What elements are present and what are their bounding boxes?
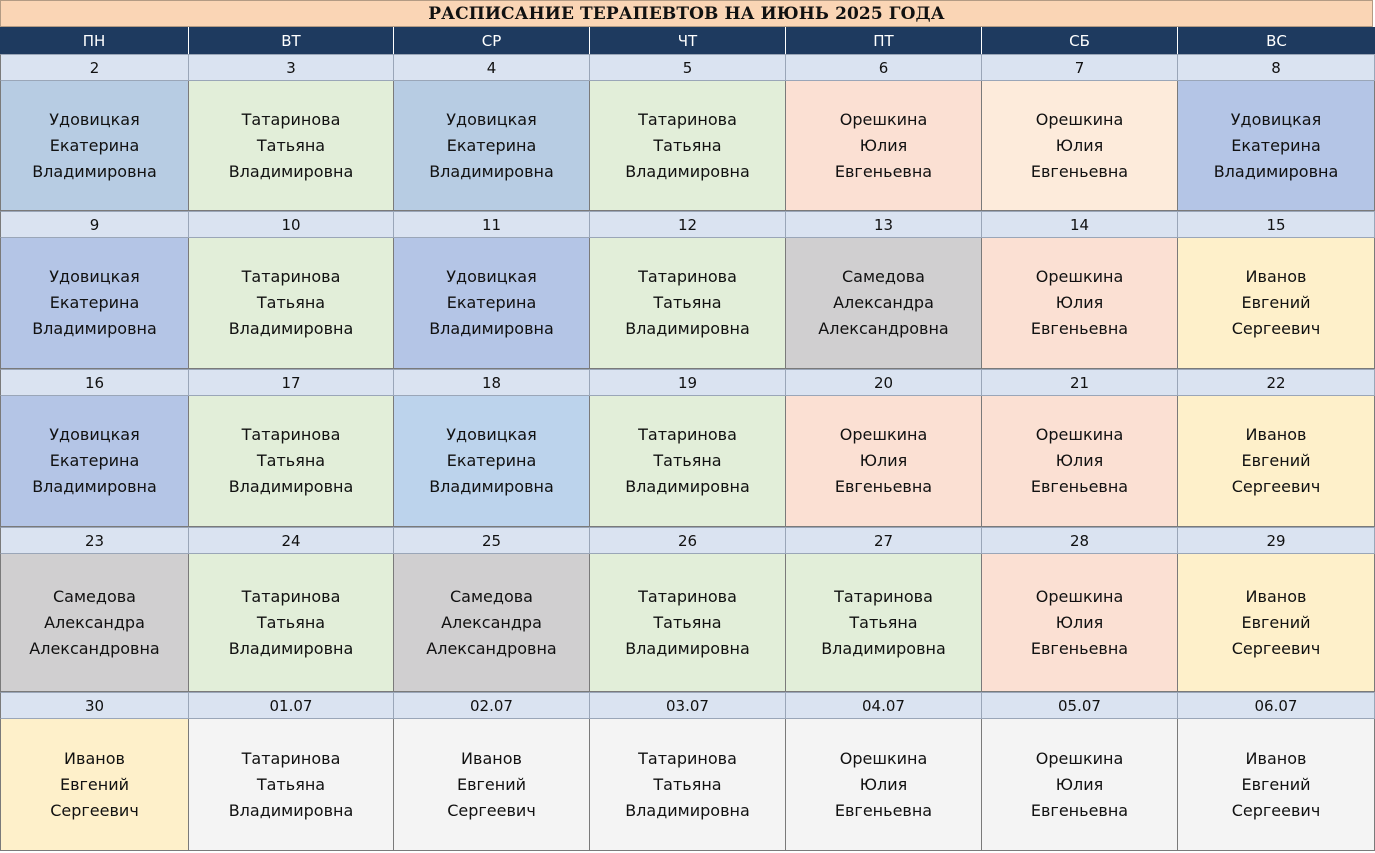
- therapist-patronymic: Владимировна: [1213, 161, 1339, 181]
- therapist-patronymic: Владимировна: [429, 319, 554, 338]
- therapist-patronymic: Владимировна: [32, 477, 157, 496]
- therapist-cell[interactable]: [0, 719, 189, 851]
- therapist-cell[interactable]: [982, 81, 1178, 211]
- therapist-first-name: Екатерина: [446, 451, 537, 470]
- therapist-patronymic: Владимировна: [32, 161, 157, 181]
- therapist-cell[interactable]: [189, 719, 394, 851]
- therapist-first-name: Юлия: [859, 774, 908, 794]
- therapist-first-name: Татьяна: [256, 612, 326, 632]
- therapist-surname: Иванов: [461, 748, 522, 768]
- date-cell: 13: [786, 211, 982, 238]
- weekday-header-7: ВС: [1178, 27, 1375, 54]
- therapist-surname: Татаринова: [638, 267, 737, 286]
- therapist-surname: Удовицкая: [446, 425, 537, 444]
- therapist-cell[interactable]: [1178, 238, 1375, 369]
- therapist-surname: Орешкина: [839, 109, 928, 129]
- therapist-patronymic: Владимировна: [228, 800, 354, 820]
- therapist-cell[interactable]: [0, 81, 189, 211]
- therapist-cell[interactable]: [590, 238, 786, 369]
- therapist-cell[interactable]: [1178, 554, 1375, 692]
- therapist-surname: Орешкина: [839, 748, 928, 768]
- therapist-patronymic: Александровна: [818, 319, 949, 338]
- therapist-patronymic: Владимировна: [228, 638, 354, 658]
- therapist-cell[interactable]: [394, 396, 590, 527]
- therapist-first-name: Евгений: [1241, 774, 1311, 794]
- therapist-patronymic: Евгеньевна: [834, 161, 933, 181]
- date-cell: 29: [1178, 527, 1375, 554]
- weekday-header-6: СБ: [982, 27, 1178, 54]
- therapist-first-name: Евгений: [1241, 612, 1311, 632]
- therapist-first-name: Евгений: [59, 774, 130, 794]
- therapist-surname: Самедова: [450, 586, 533, 606]
- therapist-surname: Самедова: [842, 267, 925, 286]
- therapist-patronymic: Сергеевич: [1231, 800, 1321, 820]
- therapist-cell[interactable]: [189, 554, 394, 692]
- therapist-surname: Орешкина: [1035, 425, 1124, 444]
- therapist-surname: Иванов: [1245, 748, 1307, 768]
- date-cell: 12: [590, 211, 786, 238]
- therapist-first-name: Александра: [44, 612, 145, 632]
- date-cell: 9: [0, 211, 189, 238]
- therapist-surname: Удовицкая: [49, 267, 140, 286]
- date-cell: 28: [982, 527, 1178, 554]
- therapist-cell[interactable]: [1178, 396, 1375, 527]
- therapist-first-name: Татьяна: [653, 135, 722, 155]
- therapist-first-name: Екатерина: [49, 135, 140, 155]
- date-cell: 21: [982, 369, 1178, 396]
- therapist-first-name: Екатерина: [49, 293, 140, 312]
- date-cell: 26: [590, 527, 786, 554]
- therapist-first-name: Юлия: [1055, 135, 1104, 155]
- therapist-surname: Татаринова: [638, 425, 737, 444]
- therapist-patronymic: Евгеньевна: [1030, 800, 1129, 820]
- therapist-surname: Татаринова: [638, 748, 737, 768]
- therapist-surname: Орешкина: [1035, 267, 1124, 286]
- therapist-first-name: Александра: [441, 612, 542, 632]
- therapist-first-name: Татьяна: [256, 451, 326, 470]
- therapist-cell[interactable]: [394, 238, 590, 369]
- date-cell: 4: [394, 54, 590, 81]
- therapist-patronymic: Владимировна: [821, 638, 946, 658]
- therapist-patronymic: Сергеевич: [1231, 638, 1321, 658]
- date-cell: 02.07: [394, 692, 590, 719]
- therapist-first-name: Татьяна: [653, 293, 722, 312]
- therapist-surname: Татаринова: [241, 748, 341, 768]
- therapist-cell[interactable]: [786, 719, 982, 851]
- therapist-first-name: Татьяна: [256, 774, 326, 794]
- date-cell: 22: [1178, 369, 1375, 396]
- therapist-surname: Татаринова: [638, 109, 737, 129]
- therapist-patronymic: Владимировна: [625, 319, 750, 338]
- therapist-patronymic: Евгеньевна: [834, 477, 933, 496]
- week-row-5: [0, 692, 1375, 851]
- therapist-surname: Удовицкая: [446, 267, 537, 286]
- therapist-patronymic: Владимировна: [625, 638, 750, 658]
- therapist-first-name: Татьяна: [256, 135, 326, 155]
- therapist-surname: Орешкина: [1035, 109, 1124, 129]
- therapist-cell[interactable]: [0, 238, 189, 369]
- therapist-surname: Татаринова: [241, 267, 341, 286]
- therapist-surname: Удовицкая: [49, 109, 140, 129]
- date-cell: 18: [394, 369, 590, 396]
- date-cell: 20: [786, 369, 982, 396]
- date-cell: 06.07: [1178, 692, 1375, 719]
- therapist-cell[interactable]: [982, 396, 1178, 527]
- date-cell: 3: [189, 54, 394, 81]
- date-cell: 05.07: [982, 692, 1178, 719]
- therapist-first-name: Евгений: [1241, 451, 1311, 470]
- therapist-first-name: Юлия: [1055, 612, 1104, 632]
- therapist-patronymic: Евгеньевна: [1030, 319, 1129, 338]
- date-cell: 24: [189, 527, 394, 554]
- therapist-surname: Татаринова: [638, 586, 737, 606]
- date-cell: 01.07: [189, 692, 394, 719]
- therapist-first-name: Юлия: [1055, 774, 1104, 794]
- therapist-patronymic: Владимировна: [228, 161, 354, 181]
- therapist-patronymic: Владимировна: [228, 319, 354, 338]
- date-cell: 04.07: [786, 692, 982, 719]
- therapist-patronymic: Александровна: [29, 638, 160, 658]
- therapist-patronymic: Владимировна: [625, 477, 750, 496]
- therapist-surname: Удовицкая: [1230, 109, 1322, 129]
- therapist-surname: Орешкина: [839, 425, 928, 444]
- week-row-4: [0, 527, 1375, 692]
- date-cell: 15: [1178, 211, 1375, 238]
- therapist-surname: Иванов: [1245, 586, 1307, 606]
- therapist-surname: Татаринова: [241, 109, 341, 129]
- therapist-first-name: Юлия: [859, 451, 908, 470]
- therapist-first-name: Татьяна: [653, 774, 722, 794]
- therapist-first-name: Екатерина: [49, 451, 140, 470]
- date-cell: 11: [394, 211, 590, 238]
- therapist-first-name: Юлия: [1055, 293, 1104, 312]
- week-row-3: [0, 369, 1375, 527]
- therapist-patronymic: Сергеевич: [447, 800, 536, 820]
- therapist-cell[interactable]: [394, 554, 590, 692]
- therapist-cell[interactable]: [982, 719, 1178, 851]
- therapist-cell[interactable]: [1178, 719, 1375, 851]
- date-cell: 16: [0, 369, 189, 396]
- therapist-cell[interactable]: [786, 238, 982, 369]
- therapist-cell[interactable]: [590, 81, 786, 211]
- therapist-first-name: Татьяна: [849, 612, 918, 632]
- date-cell: 03.07: [590, 692, 786, 719]
- date-cell: 23: [0, 527, 189, 554]
- therapist-cell[interactable]: [0, 554, 189, 692]
- therapist-patronymic: Владимировна: [32, 319, 157, 338]
- date-cell: 17: [189, 369, 394, 396]
- therapist-patronymic: Александровна: [426, 638, 557, 658]
- therapist-first-name: Татьяна: [653, 612, 722, 632]
- date-cell: 19: [590, 369, 786, 396]
- therapist-first-name: Екатерина: [446, 135, 537, 155]
- date-cell: 30: [0, 692, 189, 719]
- therapist-first-name: Юлия: [1055, 451, 1104, 470]
- therapist-cell[interactable]: [1178, 81, 1375, 211]
- therapist-patronymic: Евгеньевна: [1030, 477, 1129, 496]
- therapist-patronymic: Владимировна: [625, 161, 750, 181]
- weekday-header-2: ВТ: [189, 27, 394, 54]
- therapist-surname: Удовицкая: [446, 109, 537, 129]
- therapist-surname: Иванов: [1245, 425, 1307, 444]
- therapist-patronymic: Сергеевич: [1231, 319, 1321, 338]
- weekday-header-4: ЧТ: [590, 27, 786, 54]
- therapist-patronymic: Сергеевич: [50, 800, 139, 820]
- date-cell: 6: [786, 54, 982, 81]
- therapist-patronymic: Сергеевич: [1231, 477, 1321, 496]
- weekday-header-5: ПТ: [786, 27, 982, 54]
- therapist-patronymic: Владимировна: [625, 800, 750, 820]
- therapist-cell[interactable]: [590, 396, 786, 527]
- week-row-2: [0, 211, 1375, 369]
- date-cell: 5: [590, 54, 786, 81]
- therapist-surname: Орешкина: [1035, 748, 1124, 768]
- therapist-cell[interactable]: [189, 396, 394, 527]
- weekday-header-1: ПН: [0, 27, 189, 54]
- date-cell: 25: [394, 527, 590, 554]
- therapist-cell[interactable]: [189, 81, 394, 211]
- therapist-cell[interactable]: [786, 81, 982, 211]
- date-cell: 2: [0, 54, 189, 81]
- therapist-surname: Самедова: [53, 586, 136, 606]
- therapist-patronymic: Владимировна: [429, 477, 554, 496]
- therapist-first-name: Юлия: [859, 135, 908, 155]
- therapist-cell[interactable]: [786, 396, 982, 527]
- weekday-header-row: [0, 27, 1375, 54]
- date-cell: 14: [982, 211, 1178, 238]
- therapist-first-name: Татьяна: [256, 293, 326, 312]
- therapist-patronymic: Владимировна: [429, 161, 554, 181]
- therapist-first-name: Евгений: [1241, 293, 1311, 312]
- date-cell: 7: [982, 54, 1178, 81]
- therapist-cell[interactable]: [590, 719, 786, 851]
- therapist-cell[interactable]: [394, 719, 590, 851]
- therapist-first-name: Александра: [833, 293, 934, 312]
- date-cell: 27: [786, 527, 982, 554]
- therapist-first-name: Татьяна: [653, 451, 722, 470]
- therapist-surname: Татаринова: [834, 586, 933, 606]
- therapist-patronymic: Евгеньевна: [1030, 638, 1129, 658]
- therapist-first-name: Екатерина: [446, 293, 537, 312]
- therapist-cell[interactable]: [0, 396, 189, 527]
- therapist-patronymic: Владимировна: [228, 477, 354, 496]
- therapist-cell[interactable]: [189, 238, 394, 369]
- therapist-surname: Орешкина: [1035, 586, 1124, 606]
- therapist-surname: Татаринова: [241, 425, 341, 444]
- date-cell: 8: [1178, 54, 1375, 81]
- therapist-surname: Иванов: [64, 748, 125, 768]
- therapist-surname: Удовицкая: [49, 425, 140, 444]
- weekday-header-3: СР: [394, 27, 590, 54]
- therapist-first-name: Екатерина: [1231, 135, 1321, 155]
- therapist-first-name: Евгений: [456, 774, 527, 794]
- schedule-title: РАСПИСАНИЕ ТЕРАПЕВТОВ НА ИЮНЬ 2025 ГОДА: [0, 0, 1373, 27]
- therapist-surname: Иванов: [1245, 267, 1307, 286]
- therapist-patronymic: Евгеньевна: [1030, 161, 1129, 181]
- therapist-cell[interactable]: [786, 554, 982, 692]
- therapist-cell[interactable]: [982, 554, 1178, 692]
- therapist-cell[interactable]: [982, 238, 1178, 369]
- therapist-patronymic: Евгеньевна: [834, 800, 933, 820]
- therapist-cell[interactable]: [590, 554, 786, 692]
- therapist-surname: Татаринова: [241, 586, 341, 606]
- therapist-cell[interactable]: [394, 81, 590, 211]
- date-cell: 10: [189, 211, 394, 238]
- week-row-1: [0, 54, 1375, 211]
